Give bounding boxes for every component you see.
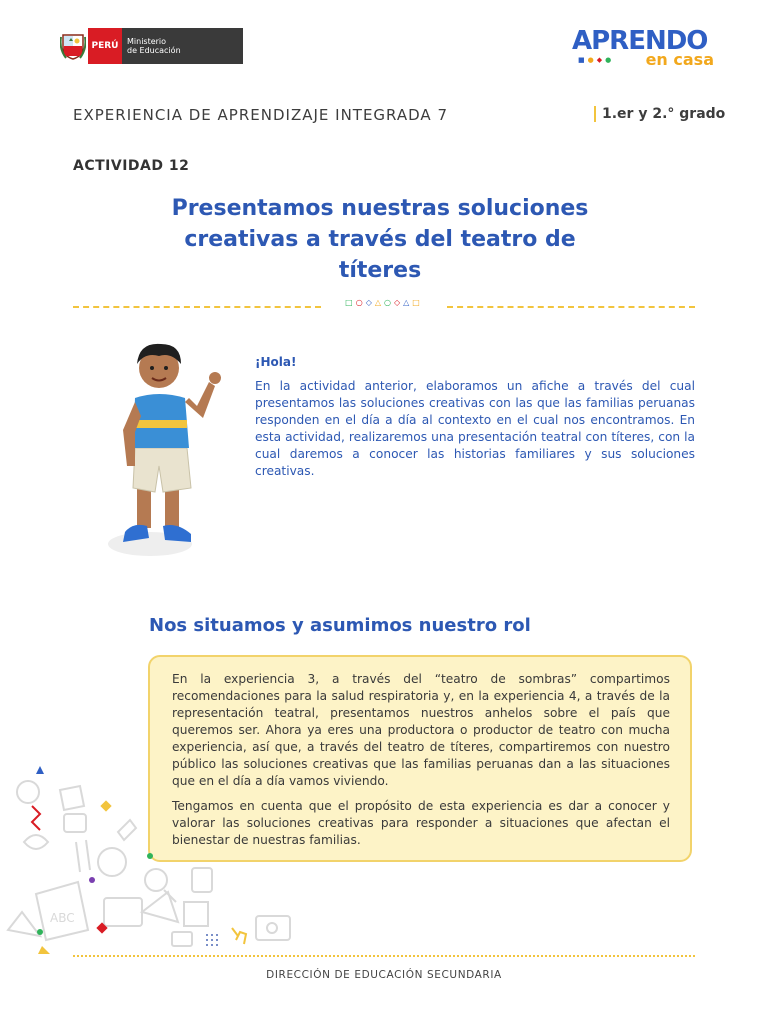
context-paragraph-2: Tengamos en cuenta que el propósito de esta experiencia es dar a conocer y valorar las soluciones creativas para responder a situaciones que afectan el bienestar de nuestras familias.: [172, 799, 670, 847]
ministry-logo: [58, 28, 243, 64]
ministry-name: [122, 28, 243, 64]
section-title: Nos situamos y asumimos nuestro rol: [149, 615, 531, 636]
aprendo-en-casa-logo: [572, 26, 716, 70]
shapes-divider-icon: □○◇△○◇△□: [345, 298, 423, 307]
svg-text:ABC: ABC: [50, 911, 75, 925]
child-illustration: [105, 336, 240, 560]
ministry-line1: Ministerio: [127, 37, 167, 46]
peru-label: PERÚ: [88, 28, 122, 64]
intro-paragraph: En la actividad anterior, elaboramos un afiche a través del cual presentamos las soluciones creativas con las que las familias peruanas responden en el día a día al contexto en el cual nos encontramos. En esta actividad, realizaremos una presentación teatral con títeres, con la cual daremos a conocer las historias familiares y sus soluciones creativas.: [255, 379, 695, 478]
experience-title: EXPERIENCIA DE APRENDIZAJE INTEGRADA 7: [73, 106, 448, 124]
context-paragraph-1: En la experiencia 3, a través del “teatro de sombras” compartimos recomendaciones para la salud respiratoria y, en la experiencia 4, a través de la representación teatral, presentamos nuestros anhelos sobre el país que queremos ser. Ahora ya eres una productora o productor de teatro con mucha experiencia, así que, a través del teatro de títeres, compartiremos con nuestro público las soluciones creativas que las familias peruanas dan a las situaciones que en el día a día vamos viviendo.: [172, 672, 670, 788]
education-doodles-icon: [0, 762, 300, 962]
footer-divider: [73, 955, 695, 957]
program-subtitle: en casa: [645, 50, 714, 69]
activity-label: ACTIVIDAD 12: [73, 158, 190, 174]
colored-shapes-icon: ■●◆●: [578, 56, 615, 64]
program-title: APRENDO: [572, 26, 708, 56]
footer-text: DIRECCIÓN DE EDUCACIÓN SECUNDARIA: [266, 969, 502, 981]
grade-label: 1.er y 2.° grado: [594, 106, 725, 122]
coat-of-arms-icon: [58, 28, 88, 64]
ministry-line2: de Educación: [127, 46, 181, 55]
page-title: Presentamos nuestras soluciones creativas a través del teatro de títeres: [171, 196, 589, 283]
greeting: ¡Hola!: [255, 355, 297, 369]
